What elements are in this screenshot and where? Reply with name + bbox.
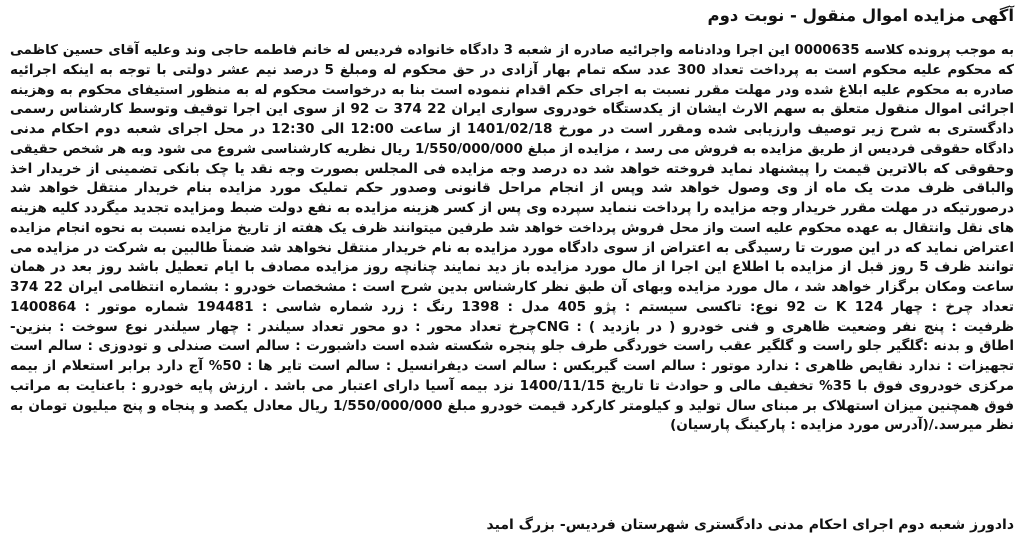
notice-signature: دادورز شعبه دوم اجرای احکام مدنی دادگستری شهرستان فردیس- بزرگ امید <box>486 517 1014 533</box>
notice-body-line: دادگاه حقوقی فردیس از طریق مزایده به فروش می رسد ، مزایده از مبلغ 1/550/000/000 ریال نظریه کارشناسی شروع می شود وبه هر شخص حقیقی <box>10 141 1014 157</box>
notice-body <box>10 41 1014 436</box>
notice-body-line: های نقل وانتقال به عهده محکوم علیه است واز محل فروش پرداخت خواهد شد طرفین میتوانند ظرف یک هفته از تاریخ مزایده نسبت به نحوه انجام مزایده <box>10 220 1014 236</box>
notice-body-line: درصورتیکه در مهلت مقرر خریدار وجه مزایده را پرداخت ننماید سپرده وی پس از کسر هزینه مزایده به نفع دولت ضبط ومزایده تجدید میگردد کلیه هزینه <box>10 200 1014 216</box>
notice-body-line: توانند ظرف 5 روز قبل از مزایده با اطلاع این اجرا از مال مورد مزایده باز دید نمایند چنانچه روز مزایده مصادف با ایام تعطیل باشد روز بعد در همان <box>10 259 1014 276</box>
notice-body-line: تجهیزات : ندارد نقایص ظاهری : ندارد موتور : سالم است گیربکس : سالم است دیفرانسیل : سالم است تایر ها : 50% آج دارد برابر استعلام از بیمه <box>10 358 1014 374</box>
notice-body-line: اطاق و بدنه :گلگیر جلو راست و گلگیر عقب راست خوردگی طرف جلو پنجره شکسته شده است داشبورت : سالم است صندلی و تودوزی : سالم است <box>10 338 1014 355</box>
notice-body-line: به موجب پرونده کلاسه 0000635 این اجرا ودادنامه واجرائیه صادره از شعبه 3 دادگاه خانواده فردیس له خانم فاطمه حاجی وند وعلیه آقای حسین کاظمی <box>10 43 1014 58</box>
notice-body-line: ظرفیت : پنج نفر وضعیت ظاهری و فنی خودرو ( در بازدید ) : CNGچرخ تعداد محور : دو محور تعداد سیلندر : چهار سیلندر نوع سوخت : بنزین- <box>10 318 1014 335</box>
notice-title: آگهی مزایده اموال منقول - نوبت دوم <box>707 6 1014 25</box>
notice-body-line: ساعت ومکان برگزار خواهد شد ، مال مورد مزایده وبهای آن طبق نظر کارشناس بدین شرح است : مشخصات خودرو : بشماره انتظامی ایران 22 374 <box>10 279 1014 295</box>
notice-body-line: صادره به محکوم علیه ابلاغ شده ودر مهلت مقرر نسبت به اجرای حکم اقدام ننموده است بنا به درخواست محکوم له به منظور استیفای محکوم به وهزینه <box>10 82 1014 98</box>
notice-body-line: نظر میرسد./(آدرس مورد مزایده : پارکینگ پارسیان) <box>670 417 1014 434</box>
notice-body-line: والباقی ظرف مدت یک ماه از وی وصول خواهد شد وپس از انجام مراحل قانونی وصدور حکم تملیک مورد مزایده بنام خریدار منتقل خواهد شد <box>10 180 1014 197</box>
notice-body-line: اعتراض نماید که در این صورت تا رسیدگی به اعتراض از سوی دادگاه مورد مزایده به نام خریدار منتقل نخواهد شد ضمناً طالبین به شرکت در مزایده می <box>10 239 1014 256</box>
notice-body-line: وحقوقی که بالاترین قیمت را پیشنهاد نماید فروخته خواهد شد ده درصد وجه مزایده فی المجلس بصورت وجه نقد یا چک بانکی تضمینی از خریدار اخذ <box>10 160 1014 177</box>
notice-body-line: که محکوم علیه محکوم است به پرداخت تعداد 300 عدد سکه تمام بهار آزادی در حق محکوم له ومبلغ 5 درصد نیم عشر دولتی با توجه به اینکه اجرائیه <box>10 61 1014 78</box>
notice-body-line: اجرائی اموال منقول متعلق به سهم الارث ایشان از یکدستگاه خودروی سواری ایران 22 374 ت 92 از سوی این اجرا توقیف وتوسط کارشناس رسمی <box>10 101 1014 118</box>
notice-body-line: تعداد چرخ : چهار 124 K ت 92 نوع: تاکسی سیستم : پژو 405 مدل : 1398 رنگ : زرد شماره شاسی : 194481 شماره موتور : 1400864 <box>10 298 1014 315</box>
notice-body-line: مرکزی خودروی فوق با 35% تخفیف مالی و حوادث تا تاریخ 1400/11/15 نزد بیمه آسیا دارای اعتبار می باشد . ارزش پایه خودرو : باعنایت به مراتب <box>10 377 1014 394</box>
notice-body-line: فوق همچنین میزان استهلاک بر مبنای سال تولید و کیلومتر کارکرد قیمت خودرو مبلغ 1/550/000/000 ریال معادل یکصد و پنجاه و پنج میلیون تومان به <box>10 397 1014 414</box>
notice-body-line: دادگستری به شرح زیر توصیف وارزیابی شده ومقرر است در مورخ 1401/02/18 از ساعت 12:00 الی 12:30 در محل اجرای شعبه دوم احکام مدنی <box>10 121 1014 137</box>
